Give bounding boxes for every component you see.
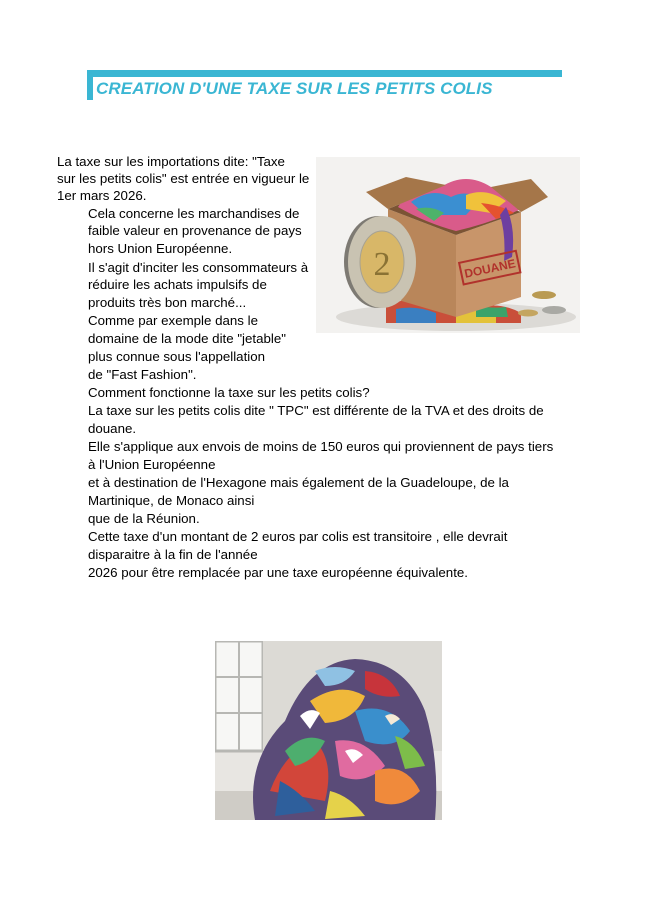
text-line: 2026 pour être remplacée par une taxe européenne équivalente. [88,565,468,580]
douane-stamp-text: DOUANE [463,256,517,281]
coin-value-text: 2 [373,246,391,283]
text-line: La taxe sur les importations dite: "Taxe [57,154,285,169]
text-line: Cela concerne les marchandises de [88,206,300,221]
text-line: produits très bon marché... [88,295,247,310]
customs-box-photo [316,157,580,333]
text-line: de "Fast Fashion". [88,367,197,382]
title-left-bar [87,70,93,100]
text-line: Comment fonctionne la taxe sur les petits colis? [88,385,370,400]
text-line: Elle s'applique aux envois de moins de 150 euros qui proviennent de pays tiers [88,439,554,454]
text-line: Il s'agit d'inciter les consommateurs à [88,260,309,275]
text-line: Martinique, de Monaco ainsi [88,493,255,508]
text-line: La taxe sur les petits colis dite " TPC" est différente de la TVA et des droits de [88,403,544,418]
text-line: faible valeur en provenance de pays [88,223,302,238]
clothes-pile-photo [215,641,442,820]
text-line: domaine de la mode dite "jetable" [88,331,286,346]
title-top-bar [87,70,562,77]
page-title: CREATION D'UNE TAXE SUR LES PETITS COLIS [96,79,493,98]
text-line: à l'Union Européenne [88,457,216,472]
text-line: réduire les achats impulsifs de [88,277,267,292]
text-line: et à destination de l'Hexagone mais également de la Guadeloupe, de la [88,475,509,490]
text-line: 1er mars 2026. [57,188,147,203]
text-line: plus connue sous l'appellation [88,349,266,364]
text-line: hors Union Européenne. [88,241,233,256]
title-block [87,70,562,100]
text-line: que de la Réunion. [88,511,200,526]
text-line: disparaitre à la fin de l'année [88,547,258,562]
text-line: douane. [88,421,137,436]
text-line: Cette taxe d'un montant de 2 euros par colis est transitoire , elle devrait [88,529,508,544]
text-line: Comme par exemple dans le [88,313,258,328]
text-line: sur les petits colis" est entrée en vigueur le [57,171,310,186]
